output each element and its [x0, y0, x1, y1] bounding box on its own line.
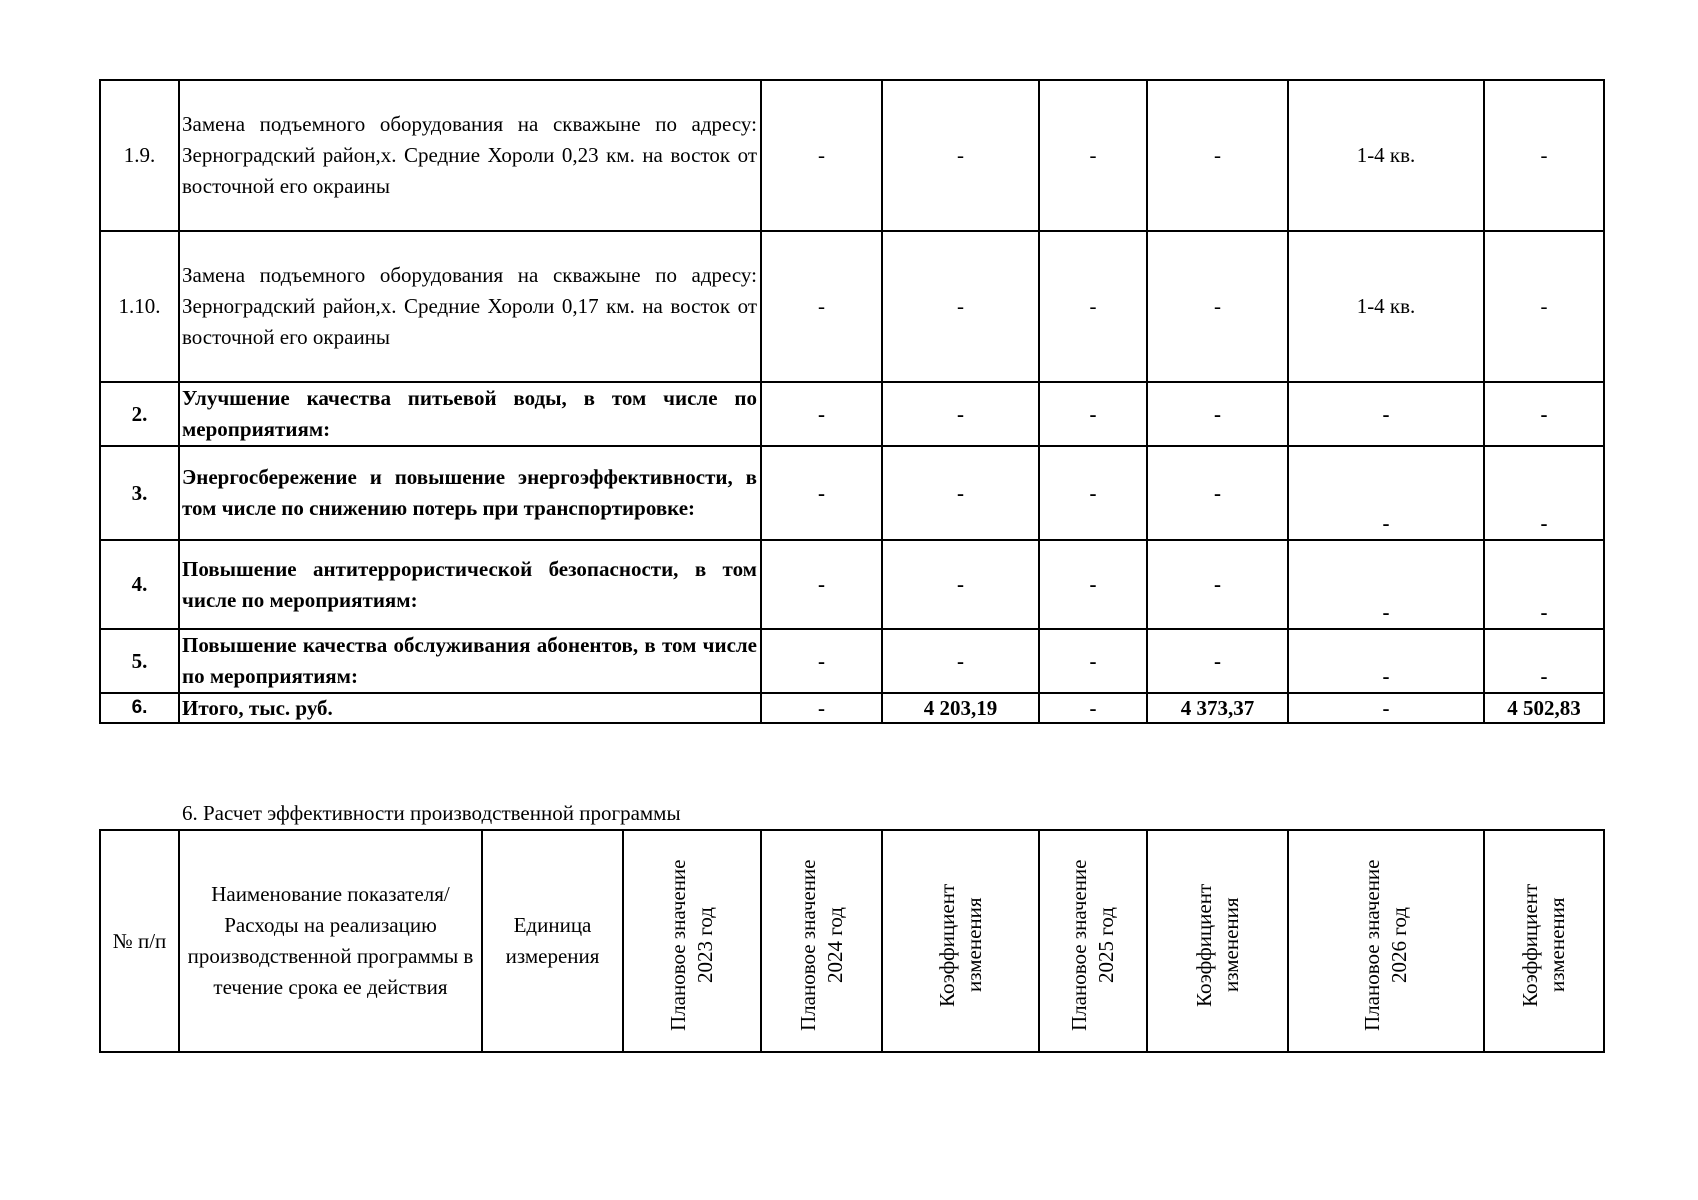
header-plan-2024-label: Плановое значение 2024 год [795, 859, 847, 1031]
cell-value: - [761, 446, 882, 540]
cell-value: - [1484, 382, 1604, 446]
cell-value: - [1288, 629, 1484, 693]
cell-value: - [1039, 629, 1147, 693]
section-heading: 6. Расчет эффективности производственной программы [182, 801, 681, 825]
header-unit: Единица измерения [482, 830, 623, 1052]
row-number: 2. [100, 382, 179, 446]
cell-value: - [1039, 80, 1147, 231]
row-name: Замена подъемного оборудования на скважыне по адресу: Зерноградский район,х. Средние Хороли 0,17 км. на восток от восточной его окраины [179, 231, 761, 382]
cell-value: - [761, 629, 882, 693]
row-number: 4. [100, 540, 179, 629]
header-coef-3-label: Коэффициент изменения [1518, 883, 1569, 1007]
cell-value: 1-4 кв. [1288, 231, 1484, 382]
table-row-total [100, 693, 1604, 723]
cell-value: - [882, 446, 1039, 540]
header-plan-2023 [623, 830, 761, 1052]
row-number: 5. [100, 629, 179, 693]
cell-value: 1-4 кв. [1288, 80, 1484, 231]
table-row [100, 231, 1604, 382]
cell-value: - [1288, 446, 1484, 540]
header-plan-2025 [1039, 830, 1147, 1052]
header-plan-2025-label: Плановое значение 2025 год [1067, 859, 1118, 1031]
cell-value: - [882, 382, 1039, 446]
cell-value: - [882, 231, 1039, 382]
row-name: Замена подъемного оборудования на скважыне по адресу: Зерноградский район,х. Средние Хороли 0,23 км. на восток от восточной его окраины [179, 80, 761, 231]
cell-value: - [761, 382, 882, 446]
cell-value: - [882, 629, 1039, 693]
header-coef-2 [1147, 830, 1288, 1052]
cell-value: - [1484, 540, 1604, 629]
cell-value: - [1147, 540, 1288, 629]
cell-value: - [1147, 446, 1288, 540]
cell-value: 4 203,19 [882, 693, 1039, 723]
cell-value: - [1039, 382, 1147, 446]
row-number: 6. [100, 693, 179, 723]
row-name: Улучшение качества питьевой воды, в том числе по мероприятиям: [179, 382, 761, 446]
cell-value: - [1147, 629, 1288, 693]
row-number: 3. [100, 446, 179, 540]
cell-value: - [882, 80, 1039, 231]
header-coef-3 [1484, 830, 1604, 1052]
cell-value: - [1039, 540, 1147, 629]
cell-value: - [1039, 446, 1147, 540]
cell-value: - [761, 231, 882, 382]
table-row [100, 382, 1604, 446]
header-coef-1 [882, 830, 1039, 1052]
cell-value: - [1484, 629, 1604, 693]
table-row [100, 540, 1604, 629]
cell-value: - [1147, 80, 1288, 231]
cell-value: - [1147, 231, 1288, 382]
row-number: 1.10. [100, 231, 179, 382]
cell-value: - [1484, 231, 1604, 382]
cell-value: - [761, 80, 882, 231]
row-name: Энергосбережение и повышение энергоэффективности, в том числе по снижению потерь при транспортировке: [179, 446, 761, 540]
cell-value: 4 373,37 [1147, 693, 1288, 723]
header-coef-2-label: Коэффициент изменения [1191, 883, 1243, 1007]
row-name: Повышение качества обслуживания абонентов, в том числе по мероприятиям: [179, 629, 761, 693]
cell-value: - [1039, 231, 1147, 382]
header-number: № п/п [100, 830, 179, 1052]
row-name: Повышение антитеррористической безопасности, в том числе по мероприятиям: [179, 540, 761, 629]
header-plan-2023-label: Плановое значение 2023 год [666, 859, 717, 1031]
cell-value: - [1288, 693, 1484, 723]
cell-value: - [761, 540, 882, 629]
cell-value: 4 502,83 [1484, 693, 1604, 723]
header-plan-2026-label: Плановое значение 2026 год [1360, 859, 1411, 1031]
header-plan-2024 [761, 830, 882, 1052]
header-coef-1-label: Коэффициент изменения [934, 883, 986, 1007]
cell-value: - [1039, 693, 1147, 723]
efficiency-table [99, 829, 1605, 1053]
cell-value: - [882, 540, 1039, 629]
cell-value: - [1288, 540, 1484, 629]
cell-value: - [1484, 80, 1604, 231]
cell-value: - [1147, 382, 1288, 446]
header-row [100, 830, 1604, 1052]
header-plan-2026 [1288, 830, 1484, 1052]
cell-value: - [1484, 446, 1604, 540]
cell-value: - [1288, 382, 1484, 446]
investment-table [99, 79, 1605, 724]
row-name: Итого, тыс. руб. [179, 693, 761, 723]
row-number: 1.9. [100, 80, 179, 231]
cell-value: - [761, 693, 882, 723]
header-name: Наименование показателя/Расходы на реализацию производственной программы в течение срока ее действия [179, 830, 482, 1052]
table-row [100, 446, 1604, 540]
table-row [100, 629, 1604, 693]
table-row [100, 80, 1604, 231]
